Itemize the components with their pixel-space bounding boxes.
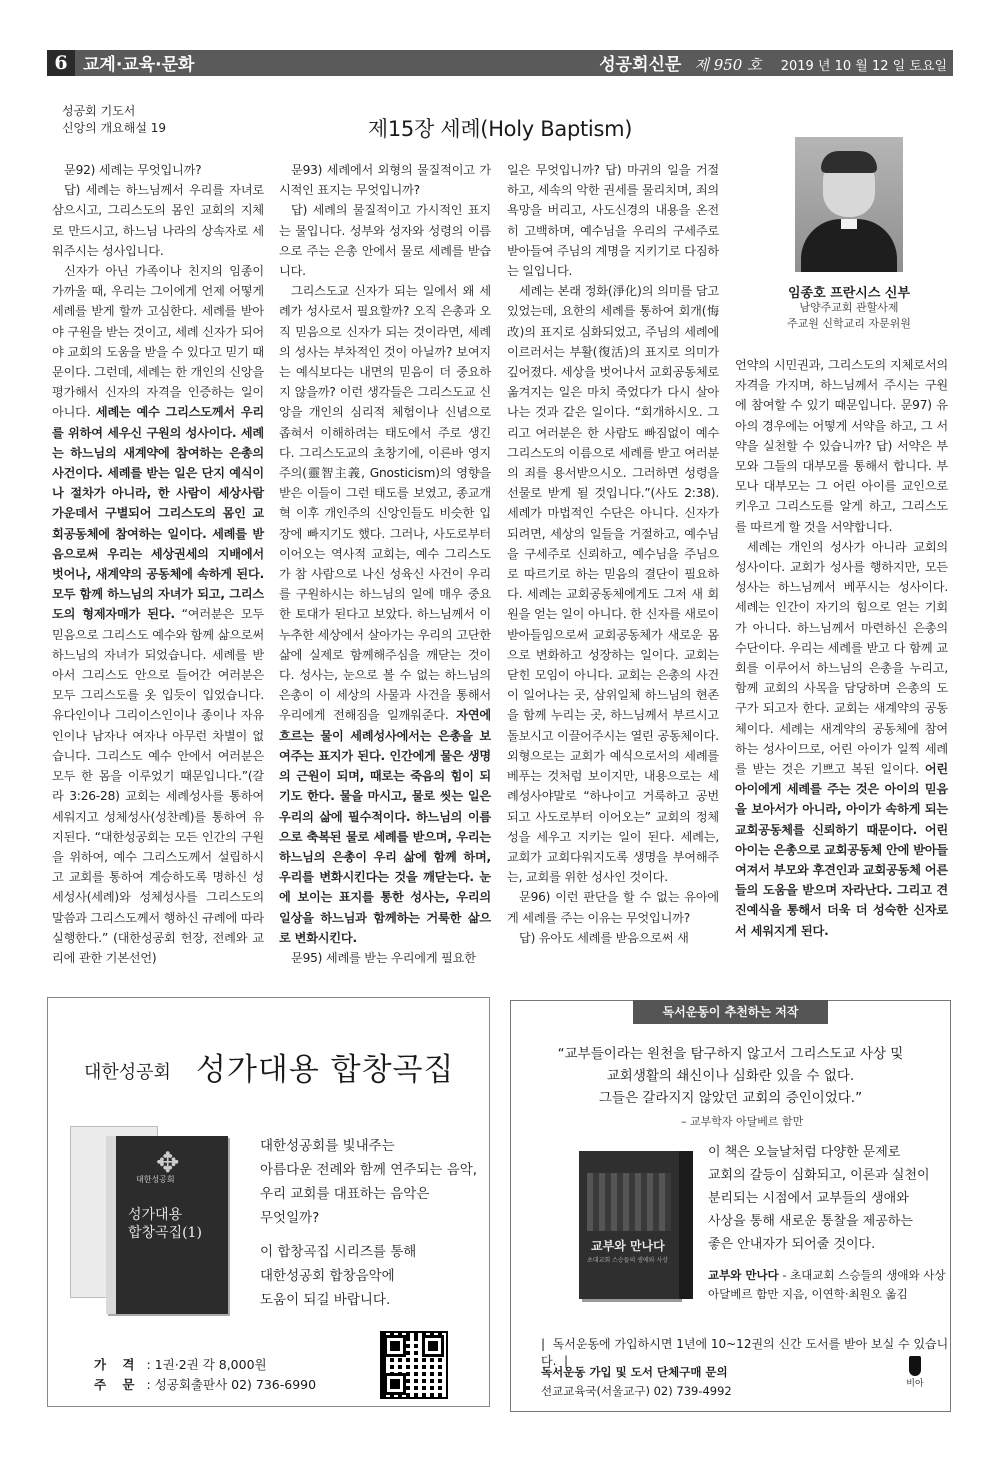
body-text: 세례는 개인의 성사가 아니라 교회의 성사이다. 교회가 성사를 행하지만, 모든 성사는 하느님께서 베푸시는 성사이다. 세례는 인간이 자기의 힘으로 얻는 기회가 아니다. 하느님께서 마련하신 은총의 수단이다. 우리는 세례를 받고 다 함께 교회를 이루어서 하느님의 은총을 누리고, 함께 교회의 사목을 담당하며 은총의 도구가 되고자 한다. 교회는 새계약의 공동체이다. 세례는 새계약의 공동체에 참여하는 성사이므로, 어린 아이가 일찍 세례를 받는 것은 기쁘고 복된 일이다. xyxy=(735,539,948,777)
author-photo xyxy=(795,137,903,272)
body-text: 그리스도교 신자가 되는 일에서 왜 세례가 성사로서 필요할까? 오직 은총과 오직 믿음으로 신자가 되는 것이라면, 세례의 성사는 부차적인 것이 아닐까? 보여지는 예식보다는 내면의 믿음이 더 중요하지 않을까? 이런 생각들은 그리스도교 신앙을 개인의 심리적 체험이나 신념으로 좁혀서 이해하려는 태도에서 주로 생긴다. 그리스도교의 초창기에, 이른바 영지주의(靈智主義, Gnosticism)의 영향을 받은 이들이 그런 태도를 보였고, 종교개혁 이후 개인주의 신앙인들도 비슷한 입장에 빠지기도 했다. 그러나, 사도로부터 이어오는 역사적 교회는, 예수 그리스도가 참 사람으로 나신 성육신 사건이 우리를 구원하시는 하느님의 일에 매우 중요한 토대가 된다고 보았다. 하느님께서 이 누추한 세상에서 살아가는 우리의 고단한 삶에 실제로 함께해주심을 깨닫는 것이다. 성사는, 눈으로 볼 수 없는 하느님의 은총이 이 세상의 사물과 사건을 통해서 우리에게 전해짐을 일깨워준다. xyxy=(279,284,491,723)
book-cover xyxy=(106,1136,228,1314)
quote-line: 그들은 갈라지지 않았던 교회의 증인이었다.” xyxy=(598,1090,863,1106)
emphasis-text: 세례는 예수 그리스도께서 우리를 위하여 세우신 구원의 성사이다. 세례는 하느님의 새계약에 참여하는 은총의 사건이다. 세례를 받는 일은 단지 예식이나 절차가 아니라, 한 사람이 세상사람 가운데서 구별되어 그리스도의 몸인 교회공동체에 참여하는 일이다. 세례를 받음으로써 우리는 세상권세의 지배에서 벗어나, 새계약의 공동체에 속하게 된다. 모두 함께 하느님의 자녀가 되고, 그리스도의 형제자매가 된다. xyxy=(52,405,264,622)
article-paragraph xyxy=(507,160,719,281)
article-paragraph xyxy=(735,355,948,537)
article-paragraph xyxy=(735,537,948,941)
ad-body-line: 대한성공회 합창음악에 xyxy=(260,1268,395,1284)
price-label: 가 격 xyxy=(94,1357,141,1372)
ad-tag: 독서운동이 추천하는 저작 xyxy=(633,1000,828,1024)
author-role-2: 주교원 신학교리 자문위원 xyxy=(787,317,911,330)
article-paragraph xyxy=(52,180,264,261)
body-text: 문93) 세례에서 외형의 물질적이고 가시적인 표지는 무엇입니까? xyxy=(279,163,491,198)
ad-body-line: 아름다운 전례와 함께 연주되는 음악, xyxy=(260,1162,478,1178)
ad-body-line: 무엇일까? xyxy=(260,1210,320,1226)
author-role xyxy=(776,300,922,332)
body-text: 신자가 아닌 가족이나 친지의 임종이 가까울 때, 우리는 그이에게 언제 어떻게 세례를 받게 할까 고심한다. 세례를 받아야 구원을 받는 것이고, 세례 신자가 되어야 교회의 도움을 받을 수 있다고 믿기 때문이다. 그런데, 세례는 한 개인의 신앙을 평가해서 신자의 자격을 인증하는 일이 아니다. xyxy=(52,264,264,420)
contact-info xyxy=(541,1363,732,1401)
body-text: 문92) 세례는 무엇입니까? xyxy=(64,163,202,177)
book-cover-title: 성가대용 합창곡집(1) xyxy=(128,1207,202,1241)
page-header xyxy=(47,50,953,76)
emphasis-text: 자연에 흐르는 물이 세례성사에서는 은총을 보여주는 표지가 된다. 인간에게 물은 생명의 근원이 되며, 때로는 죽음의 힘이 되기도 한다. 물을 마시고, 물로 씻는 일은 우리의 삶에 필수적이다. 하느님의 이름으로 축복된 물로 세례를 받으며, 우리는 하느님의 은총이 우리 삶에 함께 하며, 우리를 변화시킨다는 것을 깨닫는다. 눈에 보이는 표지를 통한 성사는, 우리의 일상을 하느님과 함께하는 거룩한 삶으로 변화시킨다. xyxy=(279,708,491,945)
body-text: 답) 유아도 세례를 받음으로써 새 xyxy=(519,930,689,945)
body-text: 문96) 이런 판단을 할 수 없는 유아에게 세례를 주는 이유는 무엇입니까? xyxy=(507,890,719,925)
author-name: 임종호 프란시스 신부 xyxy=(787,286,911,301)
quote-line: 교회생활의 쇄신이나 심화란 있을 수 없다. xyxy=(606,1068,855,1084)
order-label: 주 문 xyxy=(94,1377,141,1392)
article-paragraph xyxy=(507,887,719,927)
description-line: 이 책은 오늘날처럼 다양한 문제로 xyxy=(708,1145,901,1160)
description-line: 사상을 통해 새로운 통찰을 제공하는 xyxy=(708,1214,913,1229)
emphasis-text: 어린 아이에게 세례를 주는 것은 아이의 믿음을 보아서가 아니라, 아이가 속하게 되는 교회공동체를 신뢰하기 때문이다. 어린 아이는 은총으로 교회공동체 안에 받아들여져서 부모와 후견인과 교회공동체 어른들의 도움을 받으며 자라난다. 그리고 견진예식을 통해서 더욱 더 성숙한 신자로서 세워지게 된다. xyxy=(735,762,948,938)
publisher-logo: 비아 xyxy=(903,1356,927,1389)
series-line-1: 성공회 기도서 xyxy=(62,104,136,118)
body-text: 일은 무엇입니까? 답) 마귀의 일을 거절하고, 세속의 악한 권세를 물리치며, 죄의 욕망을 버리고, 사도신경의 내용을 온전히 고백하며, 예수님을 우리의 구세주로 받아들여 주님의 계명을 지키기로 다짐하는 일입니다. xyxy=(507,163,719,279)
ad-title: 성가대용 합창곡집 xyxy=(196,1052,455,1088)
description-line: 교회의 갈등이 심화되고, 이론과 실천이 xyxy=(708,1168,930,1183)
book-info xyxy=(708,1266,946,1304)
section-title: 교계·교육·문화 xyxy=(83,55,195,75)
article-paragraph xyxy=(279,160,491,200)
body-text: 답) 세례의 물질적이고 가시적인 표지는 물입니다. 성부와 성자와 성령의 이름으로 주는 은총 안에서 물로 세례를 받습니다. xyxy=(279,203,491,279)
body-text: “여러분은 모두 믿음으로 그리스도 예수와 함께 삶으로써 하느님의 자녀가 되었습니다. 세례를 받아서 그리스도 안으로 들어간 여러분은 모두 그리스도를 옷 입듯이 입었습니다. 유다인이나 그리이스인이나 종이나 자유인이나 남자나 여자나 아무런 차별이 없습니다. 그리스도 예수 안에서 여러분은 모두 한 몸을 이루었기 때문입니다.”(갈라 3:26-28) 교회는 세례성사를 통하여 세워지고 성체성사(성찬례)를 통하여 유지된다. “대한성공회는 모든 인간의 구원을 위하여, 예수 그리스도께서 설립하시고 교회를 통하여 계승하도록 명하신 성세성사(세례)와 성체성사를 그리스도의 말씀과 그리스도께서 행하신 규례에 따라 실행한다.” (대한성공회 헌장, 전례와 교리에 관한 기본선언) xyxy=(52,607,264,965)
body-text: 세례는 본래 정화(淨化)의 의미를 담고 있었는데, 요한의 세례를 통하여 회개(悔改)의 표지로 심화되었고, 주님의 세례에 이르러서는 부활(復活)의 표지로 의미가 깊어졌다. 세상을 벗어나서 교회공동체로 옮겨지는 일은 마치 죽었다가 다시 살아나는 것과 같은 일이다. “회개하시오. 그리고 여러분은 한 사람도 빠짐없이 예수 그리스도의 이름으로 세례를 받고 여러분의 죄를 용서받으시오. 그러하면 성령을 선물로 받게 될 것입니다.”(사도 2:38). 세례가 마법적인 수단은 아니다. 신자가 되려면, 세상의 일들을 거절하고, 예수님을 구세주로 신뢰하고, 예수님을 주님으로 따르기로 하는 믿음의 결단이 필요하다. 세례는 교회공동체에게도 그저 새 회원을 얻는 일이 아니다. 한 신자를 새로이 받아들임으로써 교회공동체가 새로운 몸으로 변화하고 성장하는 일이다. 교회는 닫힌 모임이 아니다. 교회는 은총의 사건이 일어나는 곳, 삼위일체 하느님의 현존을 함께 누리는 곳, 하느님께서 부르시고 돌보시고 이끌어주시는 열린 공동체이다. 외형으로는 교회가 예식으로서의 세례를 베푸는 것처럼 보이지만, 내용으로는 세례성사야말로 “하나이고 거룩하고 공번되고 사도로부터 이어오는” 교회의 정체성을 세우고 지키는 일이 된다. 세례는, 교회가 교회다워지도록 생명을 부여해주는, 교회를 위한 성사인 것이다. xyxy=(507,284,719,885)
book-cover xyxy=(579,1151,679,1299)
quote-citation: – 교부학자 아달베르 함만 xyxy=(681,1115,804,1128)
article-paragraph xyxy=(507,928,719,948)
ad-publisher: 대한성공회 xyxy=(84,1062,171,1083)
body-text: 답) 세례는 하느님께서 우리를 자녀로 삼으시고, 그리스도의 몸인 교회의 지체로 만드시고, 하느님 나라의 상속자로 세워주시는 성사입니다. xyxy=(52,183,264,258)
logo-icon xyxy=(909,1356,921,1376)
ad-body-text xyxy=(260,1134,477,1312)
book-credit: 아달베르 함만 지음, 이연학·최원오 옮김 xyxy=(708,1287,908,1301)
hymnal-ad xyxy=(47,997,490,1407)
article-column-3 xyxy=(507,160,719,948)
book-subtitle: - 초대교회 스승들의 생애와 사상 xyxy=(778,1268,946,1282)
article-paragraph xyxy=(279,281,491,948)
page-number: 6 xyxy=(47,50,75,76)
article-paragraph xyxy=(507,281,719,887)
article-title: 제15장 세례(Holy Baptism) xyxy=(367,117,633,141)
book-cover-publisher: 대한성공회 xyxy=(136,1175,175,1184)
book-title: 교부와 만나다 xyxy=(708,1268,779,1282)
ad-quote xyxy=(511,1043,950,1109)
article-column-1 xyxy=(52,160,264,968)
membership-line: | 독서운동에 가입하시면 1년에 10~12권의 신간 도서를 받아 보실 수 있습니다. | xyxy=(541,1337,949,1368)
masthead xyxy=(591,50,947,78)
article-paragraph xyxy=(52,261,264,968)
price-value: : 1권·2권 각 8,000원 xyxy=(146,1357,267,1372)
book-spine xyxy=(679,1151,693,1299)
issue-number: 제 950 호 xyxy=(694,56,762,74)
contact-title: 독서운동 가입 및 도서 단체구매 문의 xyxy=(541,1365,728,1379)
book-cover-subtitle: 초대교회 스승들의 생애와 사상 xyxy=(587,1257,669,1264)
paper-name: 성공회신문 xyxy=(599,55,682,75)
order-value: : 성공회출판사 02) 736-6990 xyxy=(146,1377,317,1392)
article-column-2 xyxy=(279,160,491,968)
ad-price-info xyxy=(94,1355,316,1395)
ad-body-line: 우리 교회를 대표하는 음악은 xyxy=(260,1186,430,1202)
quote-line: “교부들이라는 원천을 탐구하지 않고서 그리스도교 사상 및 xyxy=(557,1046,904,1062)
angel-icon: ✥ xyxy=(156,1146,180,1179)
description-line: 분리되는 시점에서 교부들의 생애와 xyxy=(708,1191,909,1206)
qr-code[interactable] xyxy=(380,1331,448,1399)
body-text: 언약의 시민권과, 그리스도의 지체로서의 자격을 가지며, 하느님께서 주시는 구원에 참여할 수 있기 때문입니다. 문97) 유아의 경우에는 어떻게 서약을 하고, 그 서약을 실천할 수 있습니까? 답) 서약은 부모와 그들의 대부모를 통해서 합니다. 부모나 대부모는 그 어린 아이를 교인으로 키우고 그리스도를 알게 하고, 그리스도를 따르게 할 것을 서약합니다. xyxy=(735,358,948,534)
article-paragraph xyxy=(279,948,491,968)
ad-body-line: 대한성공회를 빛내주는 xyxy=(260,1138,395,1154)
author-role-1: 남양주교회 관할사제 xyxy=(799,301,899,314)
article-paragraph xyxy=(279,200,491,281)
ad-body-line: 이 합창곡집 시리즈를 통해 xyxy=(260,1244,417,1260)
body-text: 문95) 세례를 받는 우리에게 필요한 xyxy=(291,950,476,965)
description-line: 좋은 안내자가 되어줄 것이다. xyxy=(708,1237,876,1252)
book-description xyxy=(708,1141,930,1256)
book-ad xyxy=(510,1000,951,1412)
ad-body-line: 도움이 되길 바랍니다. xyxy=(260,1292,391,1308)
contact-line: 선교교육국(서울교구) 02) 739-4992 xyxy=(541,1384,732,1398)
book-cover-title: 교부와 만나다 xyxy=(591,1239,665,1253)
issue-date: 2019 년 10 월 12 일 토요일 xyxy=(780,59,947,74)
article-column-4 xyxy=(735,355,948,941)
article-paragraph xyxy=(52,160,264,180)
series-line-2: 신앙의 개요해설 19 xyxy=(62,121,167,135)
